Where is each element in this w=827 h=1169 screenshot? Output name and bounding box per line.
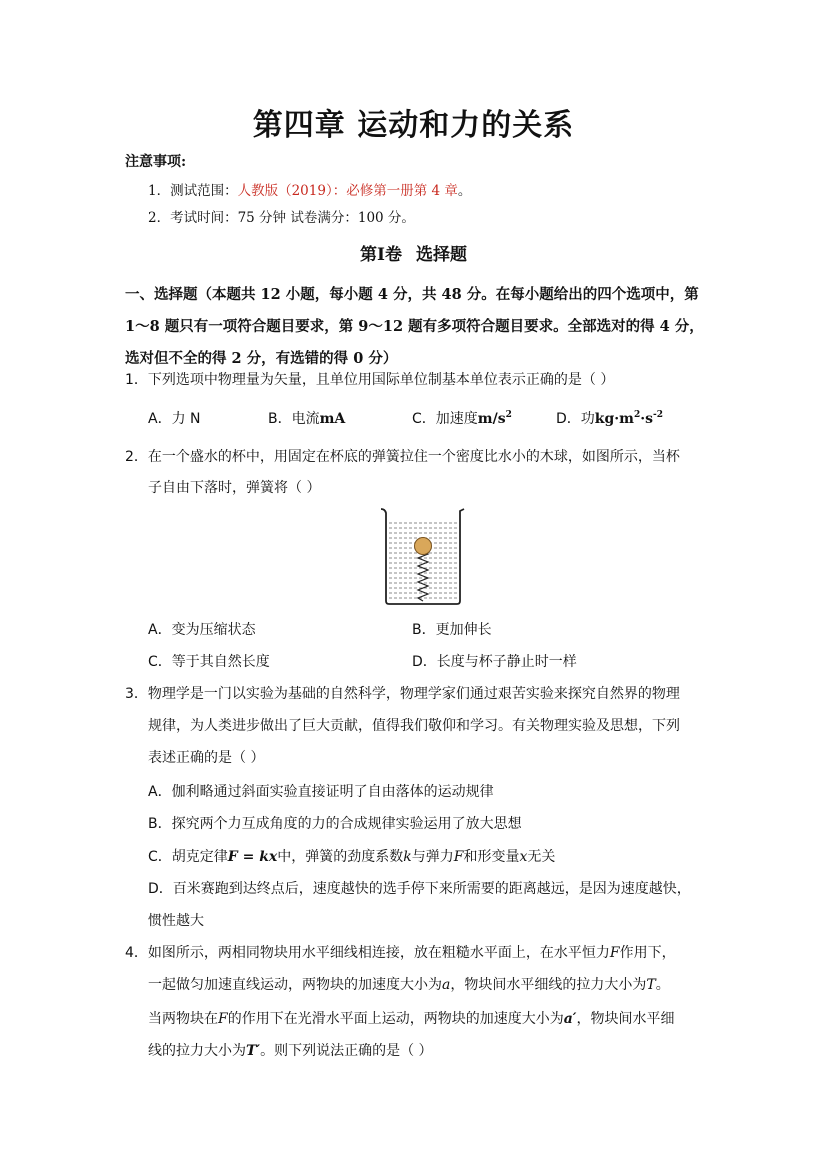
- q3-stem-line1: 3．物理学是一门以实验为基础的自然科学，物理学家们通过艰苦实验来探究自然界的物理: [125, 686, 680, 702]
- q1-option-b: B．电流mA: [268, 411, 346, 427]
- section-name: 选择题: [415, 245, 467, 265]
- q2-option-d: D．长度与杯子静止时一样: [412, 654, 577, 670]
- q4-stem-line4: 线的拉力大小为T′。则下列说法正确的是（ ）: [148, 1043, 433, 1059]
- q1-stem: 1．下列选项中物理量为矢量，且单位用国际单位制基本单位表示正确的是（ ）: [125, 372, 615, 388]
- q1-option-c: C．加速度$m/s^2$: [412, 410, 512, 427]
- q3-option-b: B．探究两个力互成角度的力的合成规律实验运用了放大思想: [148, 816, 522, 832]
- hooke-formula: F = kx: [227, 849, 278, 865]
- wooden-ball-icon: [415, 538, 432, 555]
- q2-stem-line2: 子自由下落时，弹簧将（ ）: [148, 480, 321, 496]
- section-part: 第Ⅰ卷: [360, 245, 402, 265]
- choice-instructions: 一、选择题（本题共 12 小题，每小题 4 分，共 48 分。在每小题给出的四个选项中，第 1～8 题只有一项符合题目要求，第 9～12 题有多项符合题目要求。全部选对的得 4 分，选对但不全的得 2 分，有选错的得 0 分）: [125, 286, 704, 367]
- q4-stem-line2: 一起做匀加速直线运动，两物块的加速度大小为a，物块间水平细线的拉力大小为T。: [148, 977, 670, 993]
- q3-stem-line3: 表述正确的是（ ）: [148, 750, 265, 766]
- q3-option-c: C．胡克定律F = kx中，弹簧的劲度系数k与弹力F和形变量x无关: [148, 849, 556, 865]
- q4-stem-line3: 当两物块在F的作用下在光滑水平面上运动，两物块的加速度大小为a′，物块间水平细: [148, 1011, 675, 1027]
- q1-option-a: A．力 N: [148, 411, 201, 427]
- scope-prefix: 1．测试范围：: [148, 183, 238, 199]
- spring-icon: [418, 551, 428, 601]
- notice-item-time: 2．考试时间：75 分钟 试卷满分：100 分。: [148, 210, 415, 226]
- scope-range: 人教版（2019）：必修第一册第 4 章: [237, 183, 458, 199]
- q2-option-a: A．变为压缩状态: [148, 622, 256, 638]
- q2-stem-line1: 2．在一个盛水的杯中，用固定在杯底的弹簧拉住一个密度比水小的木球，如图所示，当杯: [125, 449, 680, 465]
- q2-option-c: C．等于其自然长度: [148, 654, 270, 670]
- q2-option-b: B．更加伸长: [412, 622, 492, 638]
- q3-stem-line2: 规律，为人类进步做出了巨大贡献，值得我们敬仰和学习。有关物理实验及思想，下列: [148, 718, 680, 734]
- q1-option-d: D．功$kg\cdot m^2\cdot s^{-2}$: [556, 410, 663, 427]
- q3-option-d-line2: 惯性越大: [148, 913, 204, 929]
- q3-option-d-line1: D．百米赛跑到达终点后，速度越快的选手停下来所需要的距离越远，是因为速度越快，: [148, 881, 691, 897]
- scope-suffix: 。: [457, 183, 472, 199]
- q4-stem-line1: 4．如图所示，两相同物块用水平细线相连接，放在粗糙水平面上，在水平恒力F作用下，: [125, 945, 676, 961]
- notice-heading: 注意事项:: [125, 154, 187, 170]
- q3-option-a: A．伽利略通过斜面实验直接证明了自由落体的运动规律: [148, 784, 494, 800]
- notice-item-scope: [148, 179, 471, 199]
- section-heading: [0, 240, 827, 265]
- page-title: 第四章 运动和力的关系: [252, 108, 575, 143]
- beaker-spring-figure: [378, 505, 468, 607]
